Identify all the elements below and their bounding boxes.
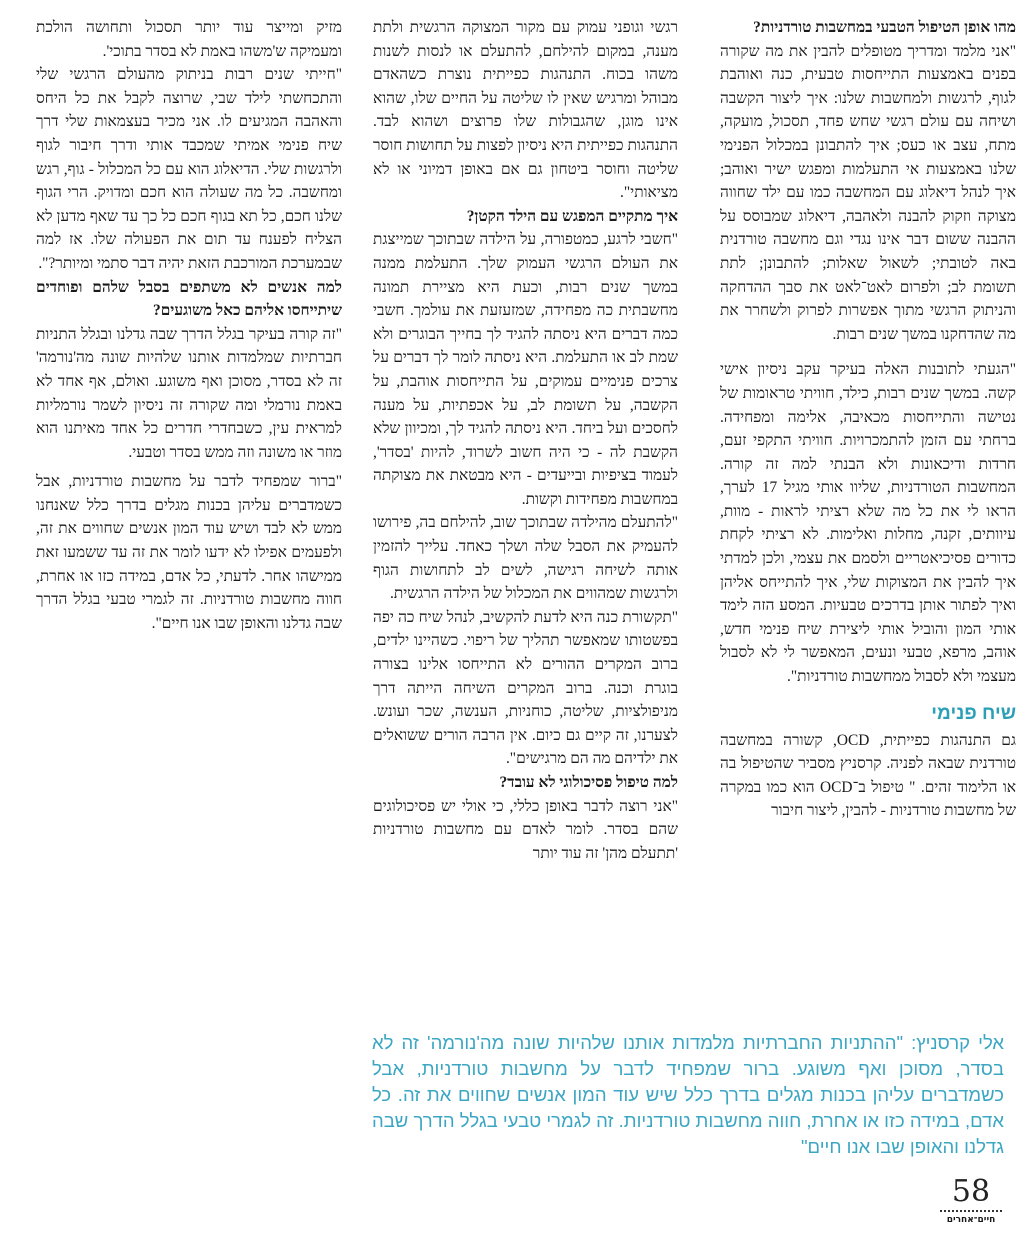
interview-question: איך מתקיים המפגש עם הילד הקטן? [466,207,678,225]
page-number: 58 [951,1174,991,1209]
magazine-logo: חיים־אחרים [946,1215,996,1225]
interview-question: למה טיפול פסיכולוגי לא עובד? [499,774,678,791]
section-heading: שיח פנימי [931,702,1016,724]
paragraph: "אני רוצה לדבר באופן כללי, כי אולי יש פסיכולוגים שהם בסדר. לומר לאדם עם מחשבות טורדניות 'תתעלם מהן' זה עוד יותר [373,797,678,862]
paragraph: "להתעלם מהילדה שבתוכך שוב, להילחם בה, פירושו להעמיק את הסבל שלה ושלך כאחד. עלייך להזמין אותה לשיחה רגישה, לשים לב לתחושות הגוף ולרגשות שמהווים את המכלול של הילדה הרגשית. [373,514,678,603]
paragraph: "חשבי לרגע, כמטפורה, על הילדה שבתוכך שמייצגת את העולם הרגשי העמוק שלך. התעלמת ממנה במשך שנים רבות, וכעת היא מציירת תמונה מחשבתית כה מפחידה, שמזעזעת את עולמך. חשבי כמה דברים היא ניסתה להגיד לך בחייך הבוגרים ולא שמת לב או התעלמת. היא ניסתה לומר לך דברים על צרכים פנימיים עמוקים, על התייחסות אוהבת, על הקשבה, על תשומת לב, על אכפתיות, על מענה לחסכים ועל ביחד. היא ניסתה להגיד לך, ומכיוון שלא הקשבת לה - כי היה חשוב לשרוד, להיות 'בסדר', לעמוד בציפיות ובייעדים - היא מבטאת את מצוקתה במחשבות מפחידות וקשות. [373,231,678,508]
paragraph: גם התנהגות כפייתית, OCD, קשורה במחשבה טורדנית שבאה לפניה. קרסניץ מסביר שהטיפול בה או הלימוד זהים. " טיפול ב־OCD הוא כמו במקרה של מחשבות טורדניות - להבין, ליצור חיבור [720,731,1016,820]
pull-quote: אלי קרסניץ: "ההתניות החברתיות מלמדות אותנו שלהיות שונה מה'נורמה' זה לא בסדר, מסוכן ואף משוגע. ברור שמפחיד לדבר על מחשבות טורדניות, אבל כשמדברים עליהן בכנות מגלים בדרך כלל שיש עוד המון אנשים שחווים את זה. כל אדם, במידה כזו או אחרת, חווה מחשבות טורדניות. זה לגמרי טבעי בגלל הדרך שבה גדלנו והאופן שבו אנו חיים" [372,1032,1004,1157]
paragraph: מזיק ומייצר עוד יותר תסכול ותחושה הולכת ומעמיקה ש'משהו באמת לא בסדר בתוכי'. [36,19,342,60]
paragraph: רגשי וגופני עמוק עם מקור המצוקה הרגשית ולתת מענה, במקום להילחם, להתעלם או לנסות לשנות משהו בכוח. התנהגות כפייתית נוצרת כשהאדם מבוהל ומרגיש שאין לו שליטה על החיים שלו, שהוא אינו מוגן, שהגבולות שלו פרוצים ושהוא לבד. התנהגות כפייתית היא ניסיון לפצות על תחושות חוסר שליטה וחוסר ביטחון גם אם באופן דמיוני או לא מציאותי". [373,19,678,202]
paragraph: "חייתי שנים רבות בניתוק מהעולם הרגשי שלי והתכחשתי לילד שבי, שרוצה לקבל את כל היחס והאהבה המגיעים לו. אני מכיר בעצמאות שלי דרך שיח פנימי אמיתי שמכבד אותי ודרך חיבור לגוף ולרגשות שלי. הדיאלוג הוא עם כל המכלול - גוף, רגש ומחשבה. כל מה שעולה הוא חכם ומדויק. הרי הגוף שלנו חכם, כל תא בגוף חכם כל כך עד שאף מדען לא הצליח לפענח עד תום את הפעולה שלו. אז למה שבמערכת המורכבת הזאת יהיה דבר סתמי ומיותר?". [36,66,342,272]
article-column-left [36,16,342,776]
paragraph: "אני מלמד ומדריך מטופלים להבין את מה שקורה בפנים באמצעות התייחסות טבעית, כנה ואוהבת לגוף, לרגשות ולמחשבות שלנו: איך ליצור הקשבה ושיחה עם עולם רגשי שחש פחד, תסכול, מועקה, מתח, עצב או כעס; איך להתבונן במכלול הפנימי שלנו באמצעות אי התעלמות ומפגש ישיר ואוהב; איך לנהל דיאלוג עם המחשבה כמו עם ילד שחווה מצוקה וזקוק להבנה ולאהבה, דיאלוג שמבוסס על ההבנה ששום דבר אינו נגדי וגם מחשבה טורדנית באה לטובתי; לשאול שאלות; להתבונן; לתת תשומת לב; ולפרום לאט־לאט את סבך ההדחקה והניתוק הרגשי מתוך אפשרות לפרוק ולשחרר את מה שהדחקנו במשך שנים רבות. [720,42,1016,343]
paragraph: "תקשורת כנה היא לדעת להקשיב, לנהל שיח כה יפה בפשטותו שמאפשר תהליך של ריפוי. כשהיינו ילדים, ברוב המקרים ההורים לא התייחסו אלינו בצורה בוגרת וכנה. ברוב המקרים השיחה הייתה דרך מניפולציות, שליטה, כוחניות, הענשה, שכר ועונש. לצערנו, זה קיים גם כיום. אין הרבה הורים ששואלים את ילדיהם מה הם מרגישים". [373,608,678,768]
folio-divider [940,1210,1002,1212]
interview-question: מהו אופן הטיפול הטבעי במחשבות טורדניות? [753,19,1016,36]
page-folio [936,1176,1006,1225]
article-column-middle [373,16,678,1001]
paragraph: "זה קורה בעיקר בגלל הדרך שבה גדלנו ובגלל התניות חברתיות שמלמדות אותנו שלהיות שונה מה'נורמה' זה לא בסדר, מסוכן ואף משוגע. ואולם, אף אחד לא באמת נורמלי ומה שקורה זה ניסיון לשמר נורמליות למראית עין, כשבחדרי חדרים כל אחד מאיתנו הוא מוזר או משונה וזה ממש בסדר וטבעי. [36,325,342,461]
article-column-right [720,16,1016,1006]
paragraph: "הגעתי לתובנות האלה בעיקר עקב ניסיון אישי קשה. במשך שנים רבות, כילד, חוויתי טראומות של נטישה והתייחסות מכאיבה, אלימה ומפחידה. ברחתי עם הזמן להתמכרויות. חוויתי התקפי זעם, חרדות ודיכאונות ולא הבנתי למה זה קורה. המחשבות הטורדניות, שליוו אותי מגיל 17 לערך, הראו לי את כל מה שלא רציתי לראות - מוות, עיוותים, זקנה, מחלות ואלימות. לא רציתי לקחת כדורים פסיכיאטריים ולסמם את עצמי, ולכן למדתי איך להבין את המצוקות שלי, איך להתייחס אליהן ואיך לפתור אותן בדרכים טבעיות. המסע הזה לימד אותי המון והוביל אותי ליצירת שיח פנימי חדש, אוהב, מרפא, טבעי ונעים, המאפשר לי לא לסבול מעצמי ולא לסבול ממחשבות טורדניות". [720,361,1016,686]
interview-question: למה אנשים לא משתפים בסבל שלהם ופוחדים שיתייחסו אליהם כאל משוגעים? [36,278,342,320]
paragraph: "ברור שמפחיד לדבר על מחשבות טורדניות, אבל כשמדברים עליהן בכנות מגלים בדרך כלל שאנחנו ממש לא לבד ושיש עוד המון אנשים שחווים את זה, ולפעמים אפילו לא ידעו לומר את זה עד ששמעו זאת ממישהו אחר. לדעתי, כל אדם, במידה כזו או אחרת, חווה מחשבות טורדניות. זה לגמרי טבעי בגלל הדרך שבה גדלנו והאופן שבו אנו חיים". [36,473,342,632]
